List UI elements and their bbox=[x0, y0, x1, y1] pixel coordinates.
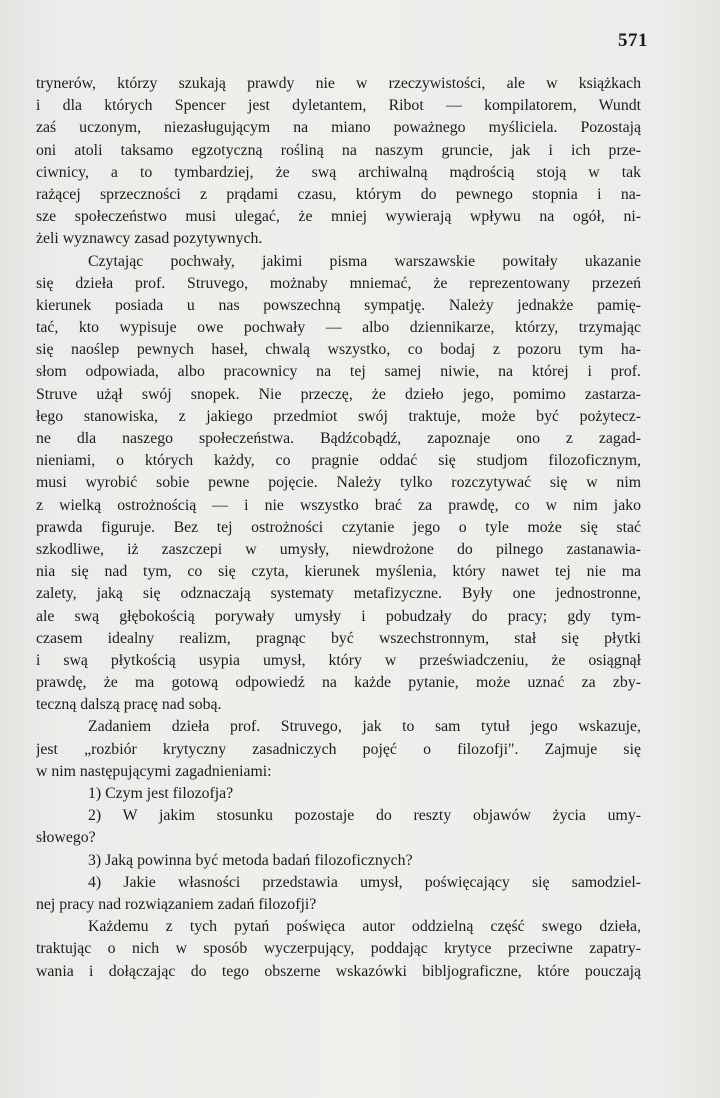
text-line: z wielką ostrożnością — i nie wszystko brać za prawdę, co w nim jako bbox=[36, 496, 641, 514]
text-line: 1) Czym jest filozofja? bbox=[88, 785, 234, 802]
text-line: nieniami, o których każdy, co pragnie oddać się studjom filozoficznym, bbox=[36, 452, 641, 470]
text-line: i dla których Spencer jest dyletantem, Ribot — kompilatorem, Wundt bbox=[36, 97, 641, 115]
text-line: teczną dalszą pracę nad sobą. bbox=[36, 696, 222, 714]
text-line: czasem idealny realizm, pragnąc być wszechstronnym, stał się płytki bbox=[36, 629, 641, 647]
body-text bbox=[36, 73, 641, 983]
text-line: zaś uczonym, niezasługującym na miano poważnego myśliciela. Pozostają bbox=[36, 119, 641, 137]
text-line: się naoślep pewnych haseł, chwalą wszystko, co bodaj z pozoru tym ha- bbox=[36, 341, 641, 359]
text-line: w nim następującymi zagadnieniami: bbox=[36, 762, 272, 780]
text-line: się dzieła prof. Struvego, możnaby mniemać, że reprezentowany przezeń bbox=[36, 274, 641, 292]
text-line: tać, kto wypisuje owe pochwały — albo dziennikarze, którzy, trzymając bbox=[36, 319, 641, 337]
text-line: musi wyrobić sobie pewne pojęcie. Należy tylko rozczytywać się w nim bbox=[36, 474, 641, 492]
text-line: 2) W jakim stosunku pozostaje do reszty objawów życia umy- bbox=[88, 807, 641, 825]
text-line: Każdemu z tych pytań poświęca autor oddzielną część swego dzieła, bbox=[88, 918, 641, 936]
text-line: nia się nad tym, co się czyta, kierunek myślenia, który nawet tej nie ma bbox=[36, 563, 641, 581]
text-line: jest „rozbiór krytyczny zasadniczych pojęć o filozofji". Zajmuje się bbox=[36, 740, 641, 758]
text-line: Zadaniem dzieła prof. Struvego, jak to sam tytuł jego wskazuje, bbox=[88, 718, 641, 736]
page-number: 571 bbox=[618, 30, 648, 51]
text-line: kierunek posiada u nas powszechną sympatję. Należy jednakże pamię- bbox=[36, 296, 641, 314]
text-line: ciwnicy, a to tymbardziej, że swą archiwalną mądrością stoją w tak bbox=[36, 163, 641, 181]
text-line: 4) Jakie własności przedstawia umysł, poświęcający się samodziel- bbox=[88, 873, 641, 891]
text-line: nej pracy nad rozwiązaniem zadań filozofji? bbox=[36, 895, 317, 913]
text-line: sze społeczeństwo musi ulegać, że mniej wywierają wpływu na ogół, ni- bbox=[36, 208, 641, 226]
text-line: Czytając pochwały, jakimi pisma warszawskie powitały ukazanie bbox=[88, 252, 641, 270]
text-line: i swą płytkością usypia umysł, który w przeświadczeniu, że osiągnął bbox=[36, 651, 641, 669]
text-line: oni atoli taksamo egzotyczną rośliną na naszym gruncie, jak i ich prze- bbox=[36, 141, 641, 159]
text-line: słom odpowiada, albo pracownicy na tej samej niwie, na której i prof. bbox=[36, 363, 641, 381]
text-line: ale swą głębokością porywały umysły i pobudzały do pracy; gdy tym- bbox=[36, 607, 641, 625]
text-line: trynerów, którzy szukają prawdy nie w rzeczywistości, ale w książkach bbox=[36, 75, 641, 92]
text-line: Struve użął swój snopek. Nie przeczę, że dzieło jego, pomimo zastarza- bbox=[36, 385, 641, 403]
text-line: traktując o nich w sposób wyczerpujący, poddając krytyce przeciwne zapatry- bbox=[36, 940, 641, 958]
text-line: łego stanowiska, z jakiego przedmiot swój traktuje, może być pożytecz- bbox=[36, 407, 641, 425]
text-line: rażącej sprzeczności z prądami czasu, którym do pewnego stopnia i na- bbox=[36, 185, 641, 203]
text-line: prawda figuruje. Bez tej ostrożności czytanie jego o tyle może się stać bbox=[36, 518, 641, 536]
text-line: prawdę, że ma gotową odpowiedź na każde pytanie, może uznać za zby- bbox=[36, 674, 641, 692]
text-line: ne dla naszego społeczeństwa. Bądźcobądź, zapoznaje ono z zagad- bbox=[36, 430, 641, 447]
text-line: wania i dołączając do tego obszerne wskazówki bibljograficzne, które pouczają bbox=[36, 962, 641, 980]
text-line: żeli wyznawcy zasad pozytywnych. bbox=[36, 230, 263, 248]
text-line: zalety, jaką się odznaczają systematy metafizyczne. Były one jednostronne, bbox=[36, 585, 641, 603]
text-line: szkodliwe, iż zaszczepi w umysły, niewdrożone do pilnego zastanawia- bbox=[36, 540, 641, 558]
text-line: 3) Jaką powinna być metoda badań filozoficznych? bbox=[88, 851, 413, 869]
text-line: słowego? bbox=[36, 829, 96, 847]
